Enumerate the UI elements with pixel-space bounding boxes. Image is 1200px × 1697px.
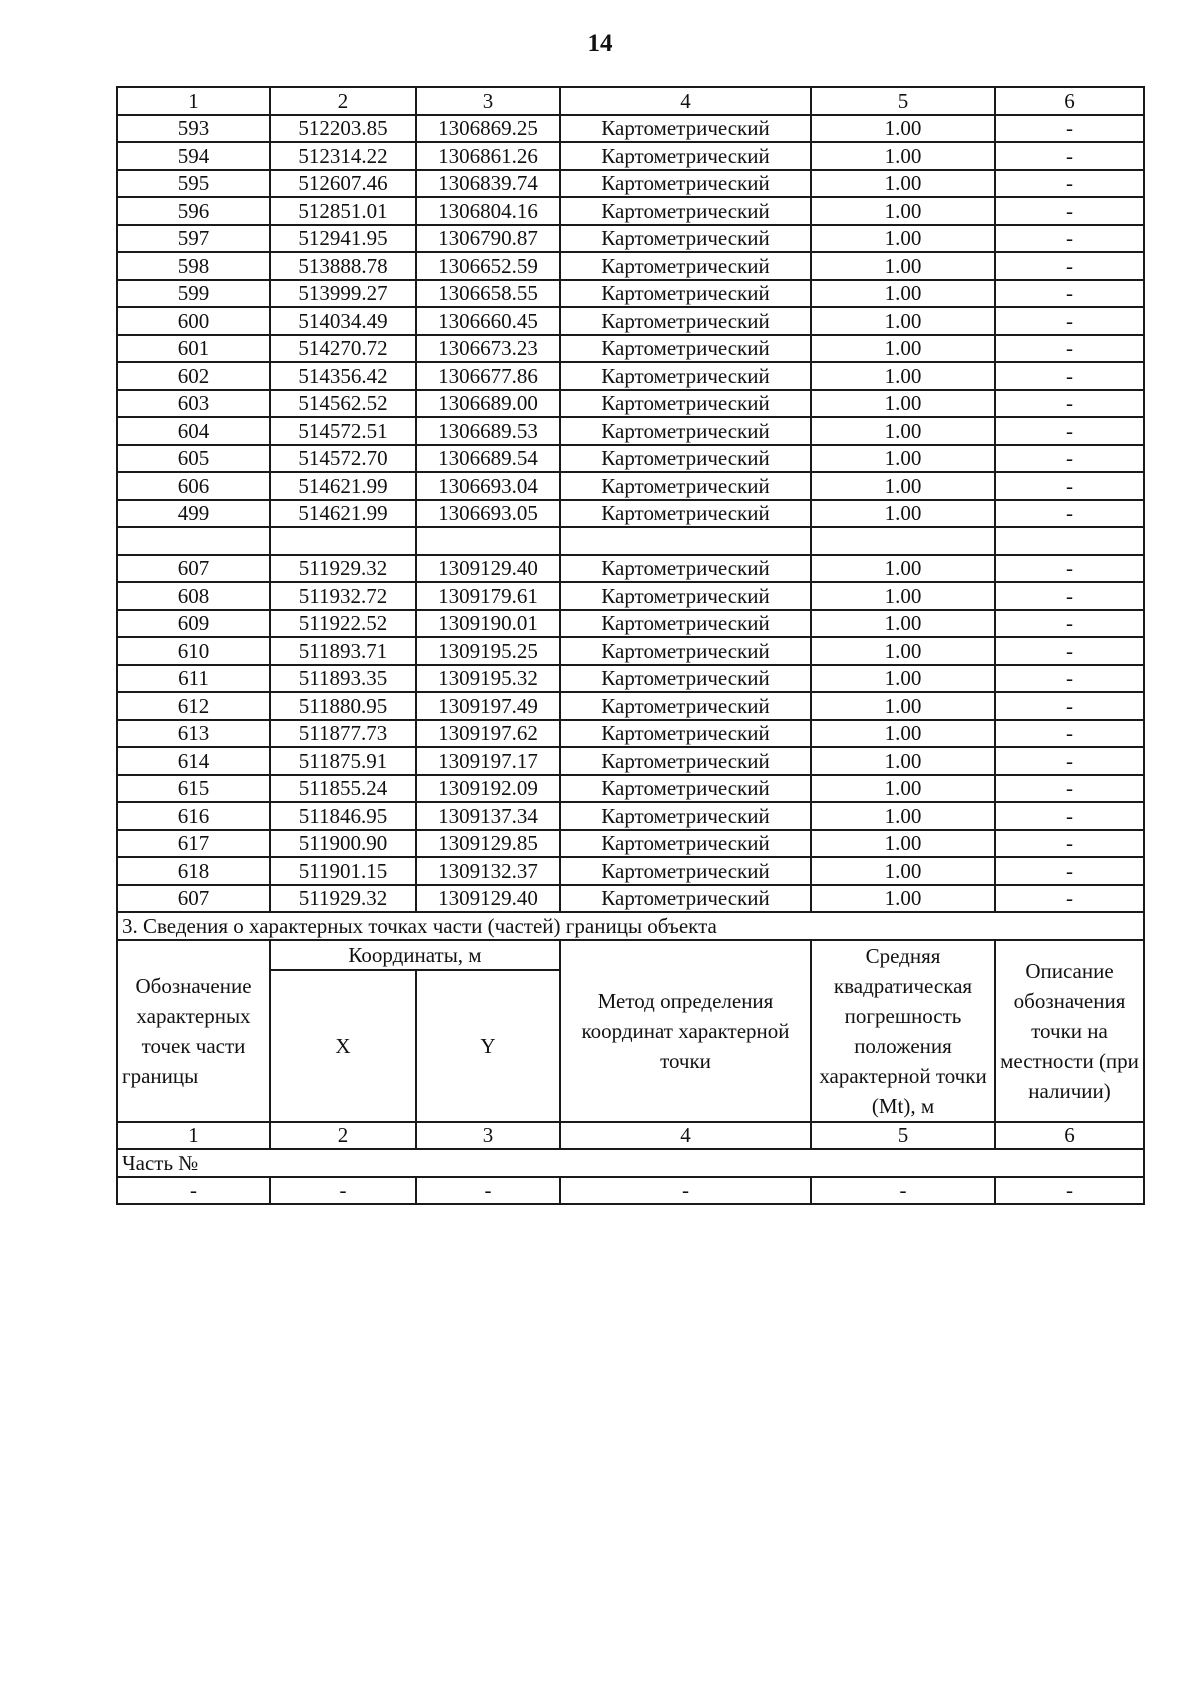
table-cell: - [995, 362, 1144, 390]
table-cell: 1309192.09 [416, 775, 560, 803]
table-cell: 1306677.86 [416, 362, 560, 390]
table-cell: Картометрический [560, 307, 811, 335]
table-cell: - [995, 197, 1144, 225]
table-cell: - [995, 335, 1144, 363]
table-cell: 598 [117, 252, 270, 280]
table-cell: Картометрический [560, 555, 811, 583]
table-cell: Картометрический [560, 252, 811, 280]
table-cell: 1309195.32 [416, 665, 560, 693]
table-cell: - [995, 720, 1144, 748]
table-cell: - [995, 417, 1144, 445]
table-row [117, 747, 1144, 775]
table-cell: 612 [117, 692, 270, 720]
table-cell: 1.00 [811, 280, 995, 308]
table-cell: Картометрический [560, 747, 811, 775]
table-row [117, 1177, 1144, 1205]
table-cell: 606 [117, 472, 270, 500]
table-row [117, 582, 1144, 610]
table-cell: 1.00 [811, 885, 995, 913]
table-cell: 513999.27 [270, 280, 416, 308]
table-cell: 610 [117, 637, 270, 665]
table-cell: 511893.71 [270, 637, 416, 665]
column-number-row [117, 87, 1144, 115]
table-cell: Картометрический [560, 637, 811, 665]
table-cell: 1.00 [811, 747, 995, 775]
table-cell: 1306693.04 [416, 472, 560, 500]
table-cell: 1.00 [811, 142, 995, 170]
table-cell: 1309197.62 [416, 720, 560, 748]
table-cell: Картометрический [560, 582, 811, 610]
table-cell: - [416, 1177, 560, 1205]
table-row [117, 390, 1144, 418]
part-label: Часть № [117, 1149, 1144, 1177]
table-cell: - [995, 500, 1144, 528]
table-cell: - [995, 747, 1144, 775]
table-cell: 601 [117, 335, 270, 363]
table-cell: - [995, 885, 1144, 913]
table-cell: 1.00 [811, 390, 995, 418]
table-cell: 1309195.25 [416, 637, 560, 665]
table-cell: 511880.95 [270, 692, 416, 720]
table-cell: 1.00 [811, 802, 995, 830]
page-number: 14 [587, 30, 613, 57]
table-cell: - [995, 692, 1144, 720]
table-cell: 499 [117, 500, 270, 528]
table-cell: 602 [117, 362, 270, 390]
table-cell [117, 527, 270, 555]
table-cell: 604 [117, 417, 270, 445]
table-cell: - [995, 280, 1144, 308]
table-cell: - [995, 390, 1144, 418]
table-cell: - [995, 830, 1144, 858]
table-cell: 614 [117, 747, 270, 775]
table-row [117, 857, 1144, 885]
table-cell: 1309197.17 [416, 747, 560, 775]
table-cell: Картометрический [560, 115, 811, 143]
table-cell: 617 [117, 830, 270, 858]
table-cell: 1309129.40 [416, 555, 560, 583]
table-cell: Картометрический [560, 692, 811, 720]
table-cell: 1.00 [811, 637, 995, 665]
coordinates-table [116, 86, 1145, 1205]
coordinates-table-body [117, 87, 1144, 1204]
table-cell: 1309132.37 [416, 857, 560, 885]
table-cell: Картометрический [560, 720, 811, 748]
table-cell: 594 [117, 142, 270, 170]
table-row [117, 445, 1144, 473]
column-number: 2 [270, 87, 416, 115]
table-cell: 1.00 [811, 335, 995, 363]
table-cell: - [117, 1177, 270, 1205]
table-cell: 1.00 [811, 197, 995, 225]
table-cell: 607 [117, 885, 270, 913]
header-method: Метод определения координат характерной точки [560, 940, 811, 1122]
table-cell: 1309129.85 [416, 830, 560, 858]
table-cell: 512203.85 [270, 115, 416, 143]
table-cell: Картометрический [560, 610, 811, 638]
table-cell: 593 [117, 115, 270, 143]
table-cell: 514621.99 [270, 500, 416, 528]
table-cell: Картометрический [560, 885, 811, 913]
table-row [117, 637, 1144, 665]
header-y: Y [416, 970, 560, 1122]
table-cell: 595 [117, 170, 270, 198]
table-row [117, 252, 1144, 280]
table-cell: 1.00 [811, 445, 995, 473]
table-cell: 511900.90 [270, 830, 416, 858]
table-cell: 608 [117, 582, 270, 610]
table-cell: Картометрический [560, 802, 811, 830]
column-number: 3 [416, 87, 560, 115]
table-cell: 618 [117, 857, 270, 885]
table-cell: 511855.24 [270, 775, 416, 803]
table-cell: 1.00 [811, 775, 995, 803]
table-row [117, 142, 1144, 170]
table-cell: 1306689.53 [416, 417, 560, 445]
table-cell: 1306861.26 [416, 142, 560, 170]
header-coordinates: Координаты, м [270, 940, 560, 970]
table-row [117, 197, 1144, 225]
table-cell: 1.00 [811, 830, 995, 858]
table-cell: 511893.35 [270, 665, 416, 693]
table-cell: Картометрический [560, 280, 811, 308]
table-cell: 1306869.25 [416, 115, 560, 143]
table-cell: 512851.01 [270, 197, 416, 225]
table-cell: 1.00 [811, 417, 995, 445]
table-cell: 514034.49 [270, 307, 416, 335]
table-row [117, 692, 1144, 720]
section-title-row [117, 912, 1144, 940]
table-cell: - [995, 555, 1144, 583]
header-row [117, 940, 1144, 970]
table-cell: 1.00 [811, 472, 995, 500]
separator-row [117, 527, 1144, 555]
table-cell: 1306839.74 [416, 170, 560, 198]
header-x: X [270, 970, 416, 1122]
column-number: 6 [995, 87, 1144, 115]
column-number: 5 [811, 87, 995, 115]
table-cell: 1306693.05 [416, 500, 560, 528]
table-cell: 514562.52 [270, 390, 416, 418]
table-cell: 511929.32 [270, 555, 416, 583]
table-cell: 1306804.16 [416, 197, 560, 225]
table-cell: - [995, 142, 1144, 170]
table-cell: 1.00 [811, 307, 995, 335]
table-cell: 1.00 [811, 115, 995, 143]
table-row [117, 335, 1144, 363]
table-cell: 1309197.49 [416, 692, 560, 720]
table-cell: 1306658.55 [416, 280, 560, 308]
table-cell: 511877.73 [270, 720, 416, 748]
table-cell: 1.00 [811, 692, 995, 720]
table-cell: 597 [117, 225, 270, 253]
table-cell: 1309190.01 [416, 610, 560, 638]
table-cell: Картометрический [560, 362, 811, 390]
table-cell: - [995, 665, 1144, 693]
table-cell: 512314.22 [270, 142, 416, 170]
table-cell: 1306790.87 [416, 225, 560, 253]
table-cell: 603 [117, 390, 270, 418]
column-number: 4 [560, 87, 811, 115]
table-cell: - [811, 1177, 995, 1205]
table-row [117, 307, 1144, 335]
table-row [117, 280, 1144, 308]
table-row [117, 472, 1144, 500]
table-cell: - [995, 170, 1144, 198]
table-cell: 1.00 [811, 582, 995, 610]
table-cell: Картометрический [560, 500, 811, 528]
table-cell [995, 527, 1144, 555]
table-cell: - [560, 1177, 811, 1205]
table-cell: Картометрический [560, 335, 811, 363]
table-cell: 1306652.59 [416, 252, 560, 280]
column-number: 3 [416, 1122, 560, 1150]
table-cell: 1.00 [811, 720, 995, 748]
table-cell: Картометрический [560, 225, 811, 253]
table-cell: 511875.91 [270, 747, 416, 775]
table-cell: 615 [117, 775, 270, 803]
table-row [117, 830, 1144, 858]
table-cell: Картометрический [560, 170, 811, 198]
table-row [117, 665, 1144, 693]
part-label-row [117, 1149, 1144, 1177]
table-cell: Картометрический [560, 857, 811, 885]
table-cell: Картометрический [560, 472, 811, 500]
table-cell: 511922.52 [270, 610, 416, 638]
column-number: 4 [560, 1122, 811, 1150]
table-cell: Картометрический [560, 197, 811, 225]
table-cell: 512607.46 [270, 170, 416, 198]
table-cell: 1306673.23 [416, 335, 560, 363]
table-cell: - [995, 802, 1144, 830]
table-cell: 611 [117, 665, 270, 693]
column-number-row [117, 1122, 1144, 1150]
column-number: 6 [995, 1122, 1144, 1150]
table-cell: 1.00 [811, 500, 995, 528]
table-cell: 514270.72 [270, 335, 416, 363]
table-cell: 512941.95 [270, 225, 416, 253]
table-cell: 513888.78 [270, 252, 416, 280]
table-cell: 1.00 [811, 252, 995, 280]
table-cell: 511901.15 [270, 857, 416, 885]
table-cell: - [995, 115, 1144, 143]
column-number: 5 [811, 1122, 995, 1150]
table-cell: Картометрический [560, 445, 811, 473]
header-error: Средняя квадратическая погрешность положения характерной точки (Mt), м [811, 940, 995, 1122]
table-cell: - [995, 582, 1144, 610]
table-cell: Картометрический [560, 390, 811, 418]
table-row [117, 720, 1144, 748]
column-number: 1 [117, 1122, 270, 1150]
table-cell: 1.00 [811, 857, 995, 885]
table-cell: - [995, 225, 1144, 253]
table-cell: 1.00 [811, 362, 995, 390]
table-cell: 511929.32 [270, 885, 416, 913]
table-cell: - [995, 472, 1144, 500]
table-cell: 514621.99 [270, 472, 416, 500]
header-description: Описание обозначения точки на местности (при наличии) [995, 940, 1144, 1122]
table-cell: 1309129.40 [416, 885, 560, 913]
table-row [117, 417, 1144, 445]
table-cell: Картометрический [560, 830, 811, 858]
table-cell: 609 [117, 610, 270, 638]
table-cell: 1.00 [811, 225, 995, 253]
table-cell [560, 527, 811, 555]
table-cell [416, 527, 560, 555]
table-cell: - [995, 1177, 1144, 1205]
table-cell: 600 [117, 307, 270, 335]
table-cell: 599 [117, 280, 270, 308]
table-cell: 1306660.45 [416, 307, 560, 335]
table-cell: 1306689.00 [416, 390, 560, 418]
table-cell: Картометрический [560, 417, 811, 445]
table-row [117, 225, 1144, 253]
table-row [117, 885, 1144, 913]
column-number: 2 [270, 1122, 416, 1150]
table-cell: 1.00 [811, 610, 995, 638]
table-cell: Картометрический [560, 665, 811, 693]
table-row [117, 362, 1144, 390]
table-cell: 1.00 [811, 665, 995, 693]
table-cell [270, 527, 416, 555]
table-cell: 514572.51 [270, 417, 416, 445]
table-cell: 1306689.54 [416, 445, 560, 473]
table-cell: 607 [117, 555, 270, 583]
column-number: 1 [117, 87, 270, 115]
section-title: 3. Сведения о характерных точках части (частей) границы объекта [117, 912, 1144, 940]
table-row [117, 610, 1144, 638]
table-cell: - [995, 445, 1144, 473]
table-cell: 511932.72 [270, 582, 416, 610]
table-cell [811, 527, 995, 555]
table-cell: - [995, 857, 1144, 885]
table-cell: 596 [117, 197, 270, 225]
table-cell: - [995, 252, 1144, 280]
table-row [117, 500, 1144, 528]
table-cell: - [995, 637, 1144, 665]
table-cell: 613 [117, 720, 270, 748]
header-designation: Обозначение характерных точек части границы [117, 940, 270, 1122]
table-cell: 616 [117, 802, 270, 830]
table-row [117, 775, 1144, 803]
table-cell: Картометрический [560, 775, 811, 803]
table-cell: - [270, 1177, 416, 1205]
table-cell: 514572.70 [270, 445, 416, 473]
table-cell: 605 [117, 445, 270, 473]
table-row [117, 170, 1144, 198]
table-cell: - [995, 775, 1144, 803]
table-cell: 1309179.61 [416, 582, 560, 610]
table-row [117, 802, 1144, 830]
table-cell: 1.00 [811, 170, 995, 198]
table-row [117, 115, 1144, 143]
table-cell: 511846.95 [270, 802, 416, 830]
table-cell: - [995, 610, 1144, 638]
table-cell: Картометрический [560, 142, 811, 170]
table-row [117, 555, 1144, 583]
table-cell: - [995, 307, 1144, 335]
table-cell: 1.00 [811, 555, 995, 583]
table-cell: 514356.42 [270, 362, 416, 390]
table-cell: 1309137.34 [416, 802, 560, 830]
